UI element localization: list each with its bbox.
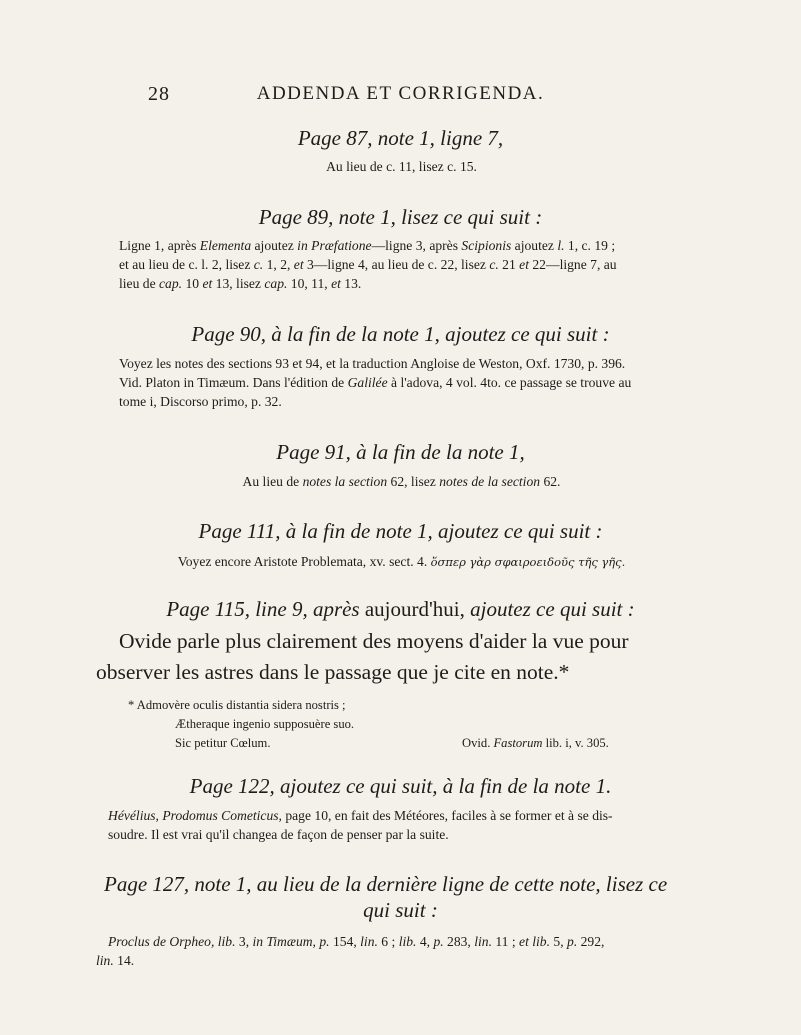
greek-quotation: ὅσπερ γὰρ σφαιροειδοῦς τῆς γῆς. bbox=[430, 555, 626, 569]
running-head bbox=[0, 83, 801, 109]
erratum-text-line: Proclus de Orpheo, lib. 3, in Timæum, p. 154, lin. 6 ; lib. 4, p. 283, lin. 11 ; et lib. 5, p. 292, bbox=[108, 934, 605, 949]
heading-text: note 1, lisez ce qui suit : bbox=[333, 205, 543, 229]
erratum-text-line: lin. 14. bbox=[96, 953, 135, 968]
erratum-heading-page-122: Page 122, ajoutez ce qui suit, à la fin de la note 1. bbox=[189, 774, 612, 798]
erratum-text-line: tome i, Discorso primo, p. 32. bbox=[119, 394, 282, 409]
erratum-heading-page-90 bbox=[60, 322, 741, 347]
heading-page-ref: Page 111, bbox=[198, 519, 281, 543]
erratum-text-line: Ligne 1, après Elementa ajoutez in Præfatione—ligne 3, après Scipionis ajoutez l. 1, c. 19 ; bbox=[119, 238, 616, 253]
erratum-text-line: Voyez encore Aristote Problemata, xv. sect. 4. ὅσπερ γὰρ σφαιροειδοῦς τῆς γῆς. bbox=[177, 554, 626, 569]
erratum-text-line: lieu de cap. 10 et 13, lisez cap. 10, 11, et 13. bbox=[119, 276, 362, 291]
erratum-heading-page-89 bbox=[60, 205, 741, 230]
erratum-heading-continuation: qui suit : bbox=[363, 898, 438, 922]
erratum-heading-page-115: Page 115, line 9, après aujourd'hui, ajoutez ce qui suit : bbox=[166, 597, 635, 621]
heading-page-ref: Page 91, bbox=[276, 440, 351, 464]
erratum-text-page-87: Au lieu de c. 11, lisez c. 15. bbox=[326, 159, 477, 174]
erratum-text-line: soudre. Il est vrai qu'il changea de façon de penser par la suite. bbox=[108, 827, 449, 842]
inserted-text-line: observer les astres dans le passage que je cite en note.* bbox=[96, 660, 570, 684]
running-title: ADDENDA ET CORRIGENDA. bbox=[256, 83, 545, 104]
erratum-text-line: Au lieu de notes la section 62, lisez notes de la section 62. bbox=[242, 474, 561, 489]
footnote-line: * Admovère oculis distantia sidera nostris ; bbox=[128, 698, 346, 712]
inserted-text-line: Ovide parle plus clairement des moyens d'aider la vue pour bbox=[119, 629, 629, 653]
heading-text: à la fin de la note 1, ajoutez ce qui suit : bbox=[266, 322, 610, 346]
erratum-text-line: Vid. Platon in Timæum. Dans l'édition de Galilée à l'adova, 4 vol. 4to. ce passage se trouve au bbox=[119, 375, 632, 390]
heading-text: à la fin de note 1, ajoutez ce qui suit : bbox=[280, 519, 603, 543]
erratum-text-line: Voyez les notes des sections 93 et 94, et la traduction Angloise de Weston, Oxf. 1730, p. 396. bbox=[119, 356, 626, 371]
heading-page-ref: Page 87, bbox=[297, 126, 373, 150]
page-number: 28 bbox=[148, 83, 170, 105]
heading-page-ref: Page 89, bbox=[258, 205, 334, 229]
erratum-heading-page-111 bbox=[60, 519, 741, 544]
erratum-heading-page-91 bbox=[60, 440, 741, 465]
heading-text: à la fin de la note 1, bbox=[350, 440, 525, 464]
erratum-text-line: Hévélius, Prodomus Cometicus, page 10, en fait des Météores, faciles à se former et à se dis- bbox=[108, 808, 613, 823]
erratum-heading-page-127: Page 127, note 1, au lieu de la dernière ligne de cette note, lisez ce bbox=[104, 872, 668, 896]
heading-text: note 1, ligne 7, bbox=[372, 126, 504, 150]
heading-page-ref: Page 90, bbox=[191, 322, 267, 346]
footnote-citation: Ovid. Fastorum lib. i, v. 305. bbox=[462, 736, 609, 750]
footnote-line: Ætheraque ingenio supposuère suo. bbox=[175, 717, 355, 731]
footnote-line: Sic petitur Cœlum. bbox=[175, 736, 271, 750]
erratum-text-line: et au lieu de c. l. 2, lisez c. 1, 2, et 3—ligne 4, au lieu de c. 22, lisez c. 21 et 22—ligne 7, au bbox=[119, 257, 617, 272]
erratum-heading-page-87 bbox=[60, 126, 741, 151]
